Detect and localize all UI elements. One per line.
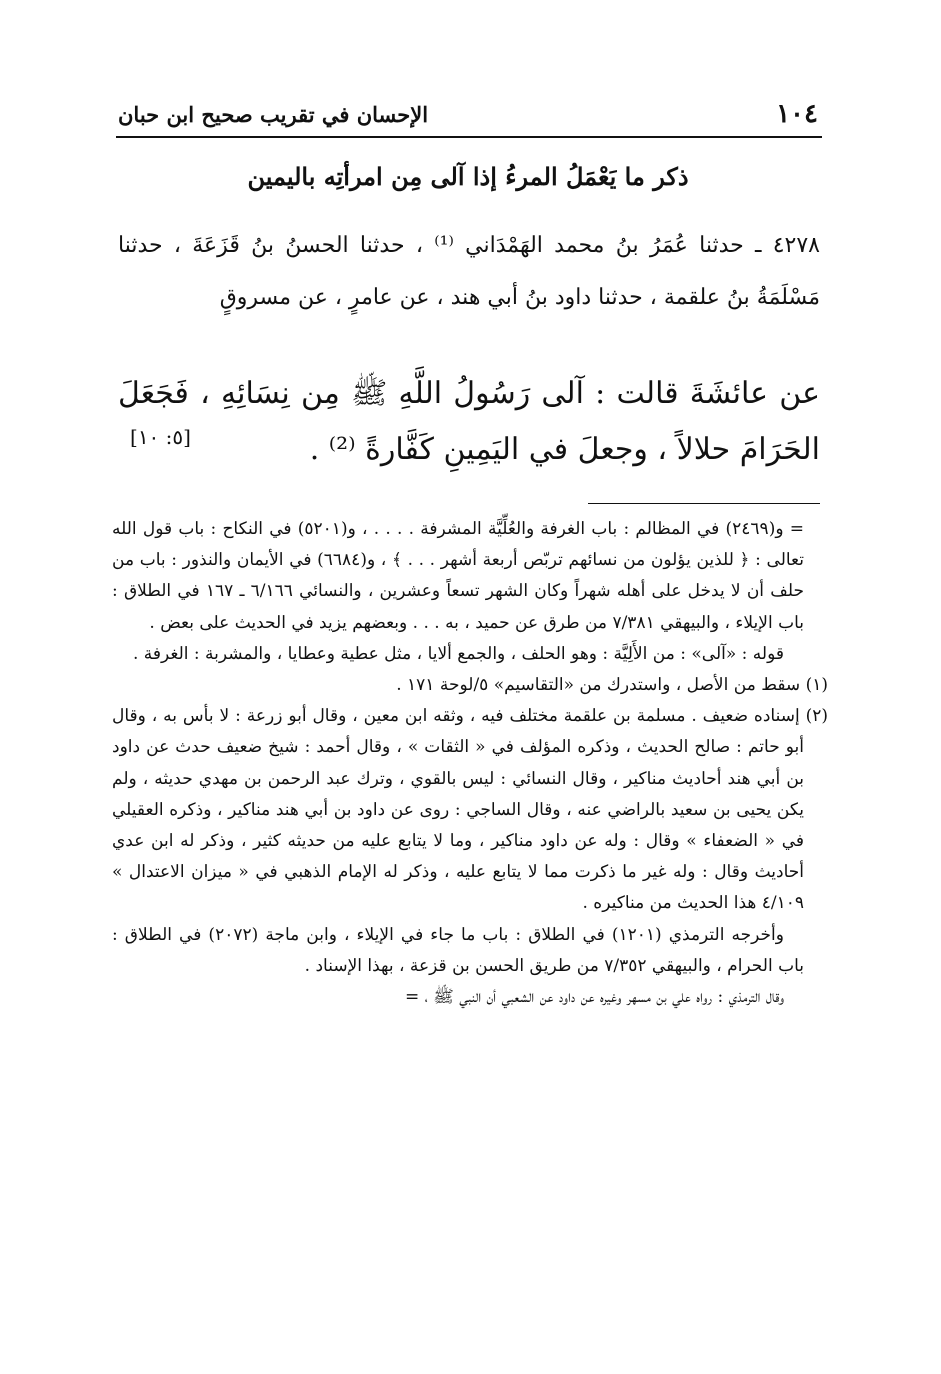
- hadith-isnad: ٤٢٧٨ ـ حدثنا عُمَرُ بنُ محمد الهَمْدَاني ⁽¹⁾ ، حدثنا الحسنُ بنُ قَزَعَةَ ، حدثنا مَسْلَمَةُ بنُ علقمة ، حدثنا داود بنُ أبي هند ، عن عامرٍ ، عن مسروقٍ: [118, 233, 820, 310]
- hadith-reference: [٥: ١٠]: [130, 425, 191, 449]
- footnotes: [112, 514, 828, 1013]
- running-header: [118, 96, 818, 132]
- footnote-2-tirmidhi: وقال الترمذي : رواه علي بن مسهر وغيره عن داود عن الشعبي أن النبي ﷺ ، =: [404, 987, 784, 1008]
- footnote-2-takhrij: وأخرجه الترمذي (١٢٠١) في الطلاق : باب ما جاء في الإيلاء ، وابن ماجة (٢٠٧٢) في الطلاق : باب الحرام ، والبيهقي ٧/٣٥٢ من طريق الحسن بن قزعة ، بهذا الإسناد .: [112, 924, 804, 976]
- footnote-rule: [588, 503, 820, 504]
- footnote-1: (١) سقط من الأصل ، واستدرك من «التقاسيم» ٥/لوحة ١٧١ .: [396, 675, 828, 696]
- header-rule: [116, 136, 822, 138]
- hadith-matn: عن عائشَةَ قالت : آلى رَسُولُ اللَّهِ ﷺ مِن نِسَائِهِ ، فَجَعَلَ الحَرَامَ حلالاً ، وجعلَ في اليَمِينِ كَفَّارةً ⁽²⁾ .: [118, 376, 820, 467]
- page-number: ١٠٤: [776, 99, 818, 129]
- footnote-gloss: قوله : «آلى» : من الأَلِيَّة : وهو الحلف ، والجمع ألايا ، مثل عطية وعطايا ، والمشربة : الغرفة .: [132, 643, 784, 664]
- chapter-title: ذكر ما يَعْمَلُ المرءُ إذا آلى مِن امرأتِه باليمين: [247, 162, 689, 191]
- footnote-continuation: = و(٢٤٦٩) في المظالم : باب الغرفة والعُلِّيَّة المشرفة . . . . ، و(٥٢٠١) في النكاح : باب قول الله تعالى : ﴿ للذين يؤلون من نسائهم تربّص أربعة أشهر . . . ﴾ ، و(٦٦٨٤) في الأيمان والنذور : باب من حلف أن لا يدخل على أهله شهراً وكان الشهر تسعاً وعشرين ، والنسائي ٦/١٦٦ ـ ١٦٧ في الطلاق : باب الإيلاء ، والبيهقي ٧/٣٨١ من طرق عن حميد ، به . . . وبعضهم يزيد في الحديث على بعض .: [112, 519, 804, 633]
- footnote-2: (٢) إسناده ضعيف . مسلمة بن علقمة مختلف فيه ، وثقه ابن معين ، وقال أبو زرعة : لا بأس به ، وقال أبو حاتم : صالح الحديث ، وذكره المؤلف في « الثقات » ، وقال أحمد : شيخ ضعيف حدث عن داود بن أبي هند أحاديث مناكير ، وقال النسائي : ليس بالقوي ، وترك عبد الرحمن بن مهدي حديثه ، ولم يكن يحيى بن سعيد بالراضي عنه ، وقال الساجي : روى عن داود بن أبي هند مناكير ، وذكره العقيلي في « الضعفاء » وقال : وله عن داود مناكير ، وما لا يتابع عليه من حديثه كثير ، وذكر له ابن عدي أحاديث وقال : وله غير ما ذكرت مما لا يتابع عليه ، وذكر له الإمام الذهبي في « ميزان الاعتدال » ٤/١٠٩ هذا الحديث من مناكيره .: [112, 706, 828, 914]
- book-title: الإحسان في تقريب صحيح ابن حبان: [118, 101, 429, 127]
